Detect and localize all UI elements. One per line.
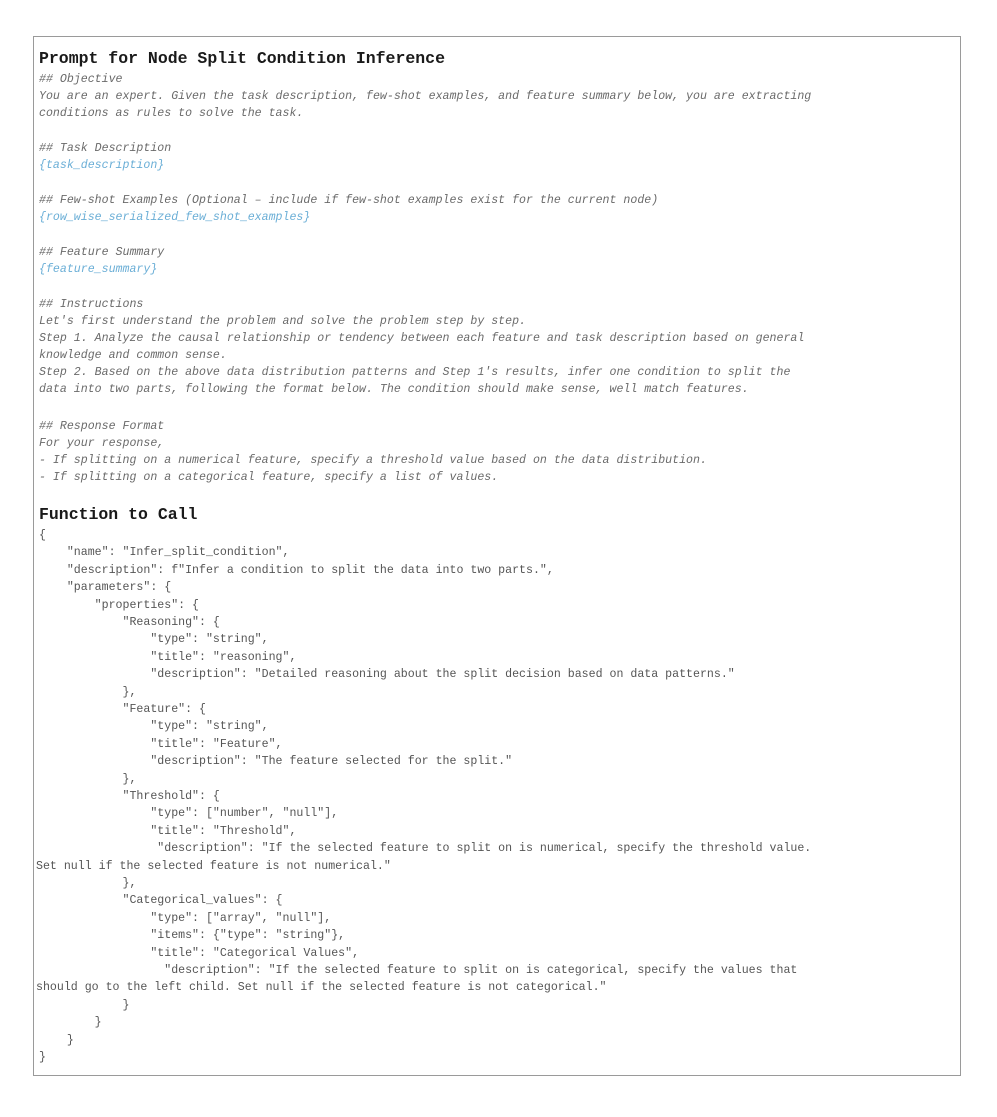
code-line: }, [39,877,137,890]
code-line: "properties": { [39,598,200,612]
instructions-line-3: knowledge and common sense. [39,349,227,362]
objective-line-2: conditions as rules to solve the task. [39,107,304,120]
few-shot-placeholder: {row_wise_serialized_few_shot_examples} [39,211,311,224]
code-line: "type": "string", [39,633,269,647]
task-description-heading: ## Task Description [39,142,172,155]
code-line: "Feature": { [39,703,206,716]
code-line: Set null if the selected feature is not numerical." [36,859,391,873]
code-line: } [39,1016,102,1030]
code-line: "Categorical_values": { [39,894,283,908]
objective-heading: ## Objective [39,73,123,86]
code-line: "title": "Categorical Values", [39,946,360,960]
code-line: "description": "Detailed reasoning about the split decision based on data patterns." [39,668,735,682]
code-line: "parameters": { [39,581,172,595]
response-format-heading: ## Response Format [39,420,165,433]
objective-line-1: You are an expert. Given the task description, few-shot examples, and feature summary below, you are extracting [39,90,812,103]
code-line: }, [39,772,137,786]
code-line: } [39,998,130,1012]
instructions-line-1: Let's first understand the problem and solve the problem step by step. [39,315,527,328]
code-line: "Threshold": { [39,790,220,803]
code-line: "title": "Feature", [39,737,283,751]
code-line: "title": "Threshold", [39,824,297,838]
instructions-heading: ## Instructions [39,298,144,311]
code-line: "title": "reasoning", [39,650,297,664]
code-line: "name": "Infer_split_condition", [39,546,290,560]
code-line: "type": "string", [39,720,269,734]
code-line: "description": "If the selected feature to split on is categorical, specify the values that [39,964,798,977]
code-line: }, [39,685,137,699]
function-title: Function to Call [39,505,198,524]
code-line: "description": f"Infer a condition to split the data into two parts.", [39,563,554,577]
response-line-3: - If splitting on a categorical feature, specify a list of values. [39,471,499,484]
code-line: "type": ["number", "null"], [39,807,339,821]
code-line: "description": "If the selected feature to split on is numerical, specify the threshold value. [39,842,812,856]
instructions-line-5: data into two parts, following the format below. The condition should make sense, well match features. [39,383,749,396]
response-line-1: For your response, [39,437,165,450]
code-line: "description": "The feature selected for the split." [39,755,513,769]
response-line-2: - If splitting on a numerical feature, specify a threshold value based on the data distribution. [39,454,707,467]
code-line: { [39,529,46,542]
few-shot-heading: ## Few-shot Examples (Optional – include if few-shot examples exist for the current node) [39,194,659,207]
code-line: } [39,1033,74,1047]
instructions-line-2: Step 1. Analyze the causal relationship or tendency between each feature and task description based on general [39,332,805,345]
code-line: "Reasoning": { [39,616,220,629]
code-line: } [39,1051,46,1064]
instructions-line-4: Step 2. Based on the above data distribution patterns and Step 1's results, infer one condition to split the [39,366,791,379]
feature-summary-heading: ## Feature Summary [39,246,165,259]
task-description-placeholder: {task_description} [39,159,165,172]
feature-summary-placeholder: {feature_summary} [39,263,158,276]
code-line: "items": {"type": "string"}, [39,929,346,943]
prompt-title: Prompt for Node Split Condition Inference [39,49,445,68]
code-line: should go to the left child. Set null if the selected feature is not categorical." [36,981,607,995]
code-line: "type": ["array", "null"], [39,911,332,925]
